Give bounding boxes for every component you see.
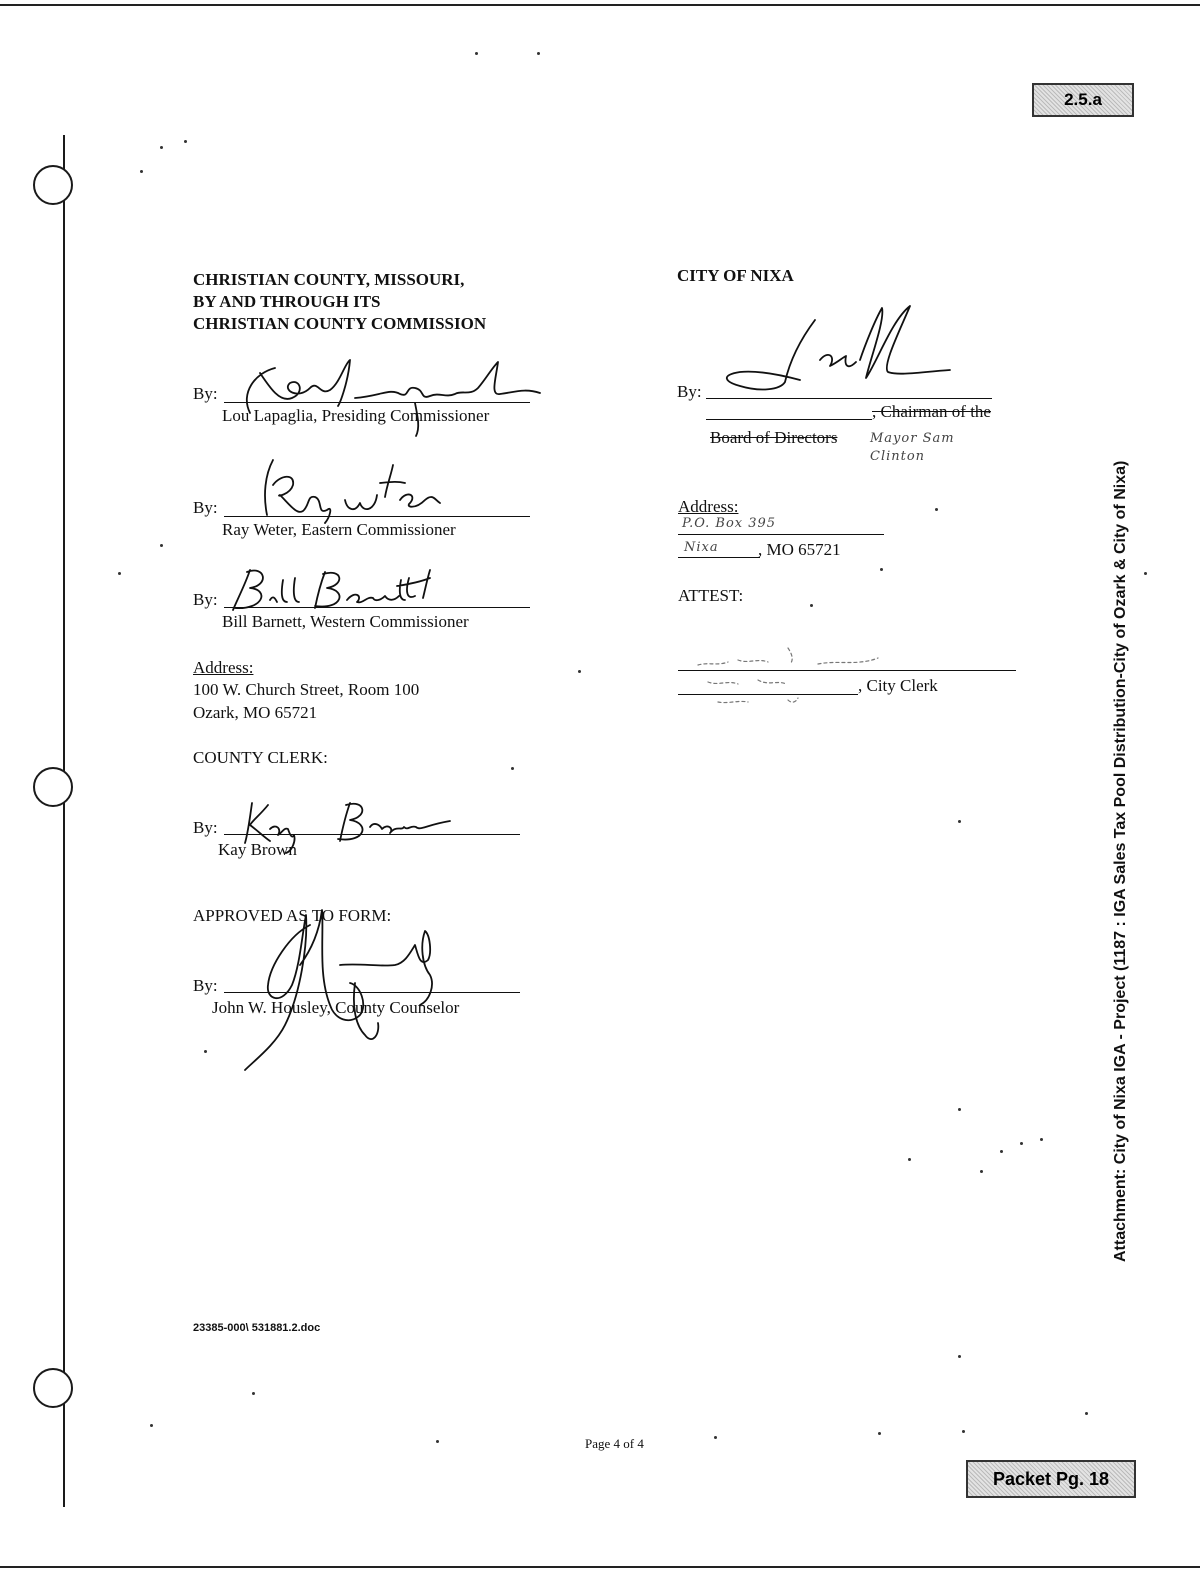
county-header-line3: CHRISTIAN COUNTY COMMISSION — [193, 314, 487, 333]
scan-speck — [980, 1170, 983, 1173]
top-border — [0, 4, 1200, 6]
scan-speck — [935, 508, 938, 511]
bottom-border — [0, 1566, 1200, 1568]
scan-speck — [475, 52, 478, 55]
title-line — [706, 419, 872, 420]
signer-name: Ray Weter, Eastern Commissioner — [222, 520, 456, 539]
scan-speck — [204, 1050, 207, 1053]
scan-speck — [878, 1432, 881, 1435]
signature-barnett — [225, 560, 455, 615]
scan-speck — [436, 1440, 439, 1443]
scan-speck — [880, 568, 883, 571]
county-address-label: Address: — [193, 658, 254, 677]
scan-speck — [578, 670, 581, 673]
scan-speck — [511, 767, 514, 770]
county-address-line1: 100 W. Church Street, Room 100 — [193, 680, 420, 699]
scan-speck — [1085, 1412, 1088, 1415]
scan-speck — [908, 1158, 911, 1161]
handwritten-po-box: P.O. Box 395 — [682, 516, 777, 531]
handwritten-mayor-title: Mayor Sam Clinton — [870, 431, 955, 464]
city-clerk-line — [678, 694, 858, 695]
attest-label: ATTEST: — [678, 586, 744, 605]
county-address-line2: Ozark, MO 65721 — [193, 703, 318, 722]
city-address-label: Address: — [678, 497, 739, 516]
signer-name: Lou Lapaglia, Presiding Commissioner — [222, 406, 490, 425]
scan-speck — [150, 1424, 153, 1427]
county-clerk-label: COUNTY CLERK: — [193, 748, 328, 767]
binder-hole-bottom — [33, 1368, 73, 1408]
handwritten-city: Nixa — [684, 540, 719, 555]
signer-name: Bill Barnett, Western Commissioner — [222, 612, 469, 631]
scan-speck — [118, 572, 121, 575]
scan-speck — [1144, 572, 1147, 575]
city-header: CITY OF NIXA — [677, 266, 794, 285]
binder-hole-middle — [33, 767, 73, 807]
board-of-directors: Board of Directors — [710, 428, 838, 447]
by-label: By: — [193, 384, 218, 403]
county-header-line2: BY AND THROUGH ITS — [193, 292, 381, 311]
signature-city-clerk-faint — [678, 640, 888, 710]
scan-speck — [958, 1355, 961, 1358]
approved-as-to-form-label: APPROVED AS TO FORM: — [193, 906, 392, 925]
scan-speck — [810, 604, 813, 607]
signature-housley — [230, 905, 440, 1075]
signature-lapaglia — [230, 358, 560, 438]
item-number-badge: 2.5.a — [1032, 83, 1134, 117]
scan-speck — [962, 1430, 965, 1433]
by-label: By: — [193, 976, 218, 995]
signature-weter — [235, 455, 465, 525]
page-number: Page 4 of 4 — [585, 1436, 644, 1451]
binder-hole-top — [33, 165, 73, 205]
scan-speck — [1020, 1142, 1023, 1145]
scan-speck — [958, 820, 961, 823]
scan-speck — [252, 1392, 255, 1395]
clerk-name: Kay Brown — [218, 840, 297, 859]
scan-speck — [160, 146, 163, 149]
city-state-zip: , MO 65721 — [758, 540, 841, 559]
by-label: By: — [193, 590, 218, 609]
address-line-2 — [678, 557, 760, 558]
document-id: 23385-000\ 531881.2.doc — [193, 1322, 321, 1334]
signature-brown — [240, 795, 460, 855]
scan-speck — [140, 170, 143, 173]
attachment-sidebar-text: Attachment: City of Nixa IGA - Project (1187 : IGA Sales Tax Pool Distribution-City of Ozark & City of Nixa) — [1112, 460, 1129, 1262]
scan-speck — [1000, 1150, 1003, 1153]
scan-speck — [160, 544, 163, 547]
by-label: By: — [193, 498, 218, 517]
by-label: By: — [677, 382, 702, 401]
scan-speck — [184, 140, 187, 143]
address-line-1 — [678, 534, 884, 535]
binder-margin-line — [63, 135, 65, 1507]
signature-city-mayor — [710, 300, 970, 400]
scan-speck — [1040, 1138, 1043, 1141]
packet-page-badge: Packet Pg. 18 — [966, 1460, 1136, 1498]
chairman-title: , Chairman of the — [872, 402, 991, 421]
scan-speck — [714, 1436, 717, 1439]
city-clerk-title: , City Clerk — [858, 676, 938, 695]
counselor-name: John W. Housley, County Counselor — [212, 998, 460, 1017]
by-label: By: — [193, 818, 218, 837]
scan-speck — [958, 1108, 961, 1111]
county-header-line1: CHRISTIAN COUNTY, MISSOURI, — [193, 270, 465, 289]
scan-speck — [537, 52, 540, 55]
